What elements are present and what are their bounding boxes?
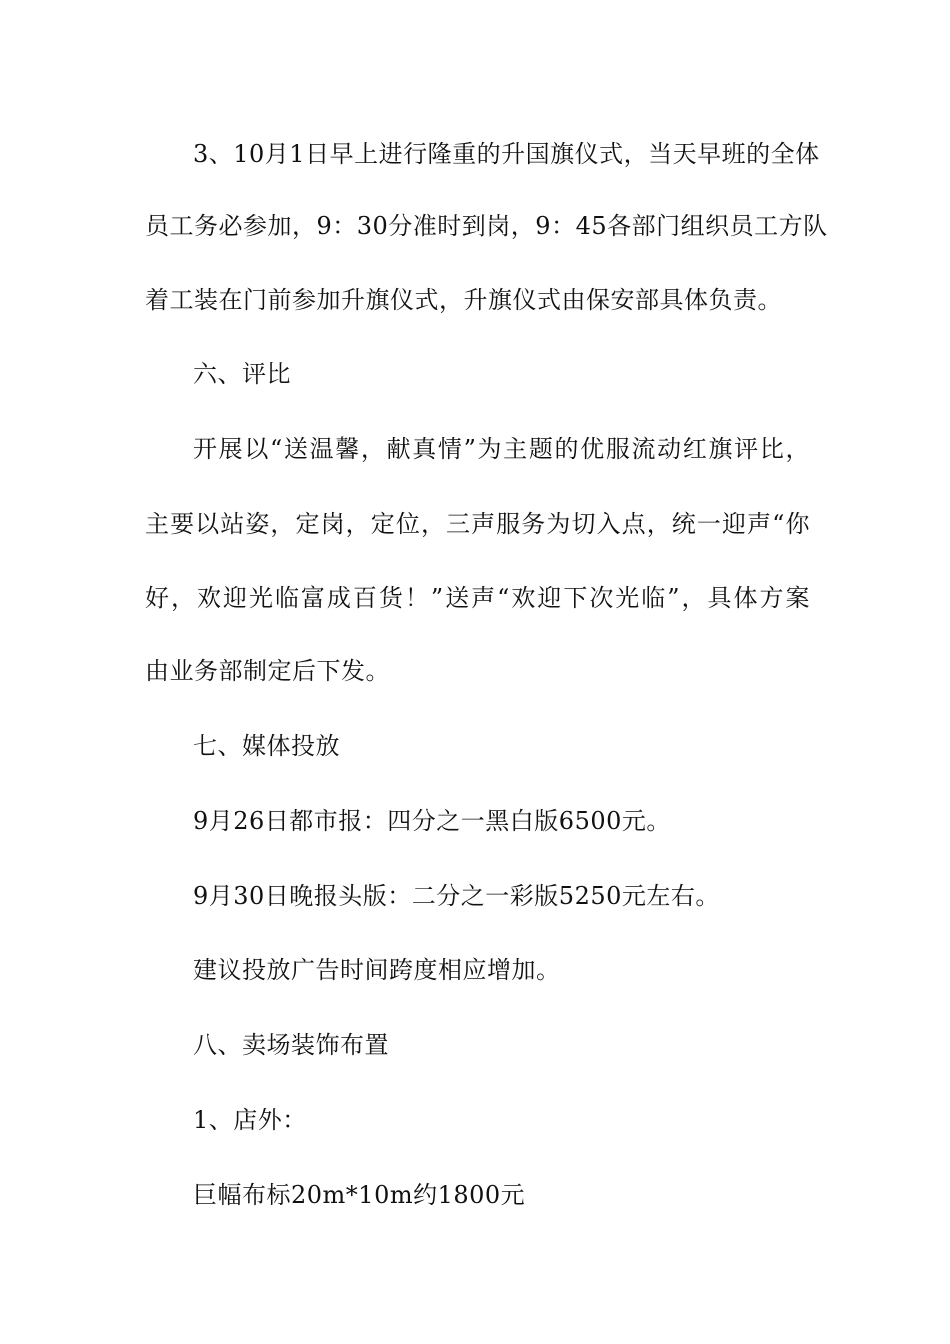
paragraph-line: 9月26日都市报：四分之一黑白版6500元。 xyxy=(193,807,671,835)
paragraph-line: 9月30日晚报头版：二分之一彩版5250元左右。 xyxy=(193,882,720,910)
section-heading: 八、卖场装饰布置 xyxy=(193,1031,389,1059)
paragraph-line: 好，欢迎光临富成百货！”送声“欢迎下次光临”，具体方案 xyxy=(145,584,810,612)
paragraph-line: 建议投放广告时间跨度相应增加。 xyxy=(193,956,561,984)
paragraph-line: 开展以“送温馨，献真情”为主题的优服流动红旗评比， xyxy=(193,435,810,463)
paragraph-line: 主要以站姿，定岗，定位，三声服务为切入点，统一迎声“你 xyxy=(145,510,810,538)
subsection-heading: 1、店外： xyxy=(193,1106,307,1134)
section-heading: 七、媒体投放 xyxy=(193,732,340,760)
paragraph-line: 由业务部制定后下发。 xyxy=(145,657,390,685)
paragraph-line: 巨幅布标20m*10m约1800元 xyxy=(193,1181,526,1209)
paragraph-line: 员工务必参加，9：30分准时到岗，9：45各部门组织员工方队 xyxy=(145,212,828,240)
paragraph-line: 着工装在门前参加升旗仪式，升旗仪式由保安部具体负责。 xyxy=(145,286,782,314)
paragraph-line: 3、10月1日早上进行隆重的升国旗仪式，当天早班的全体 xyxy=(193,140,820,168)
section-heading: 六、评比 xyxy=(193,360,291,388)
